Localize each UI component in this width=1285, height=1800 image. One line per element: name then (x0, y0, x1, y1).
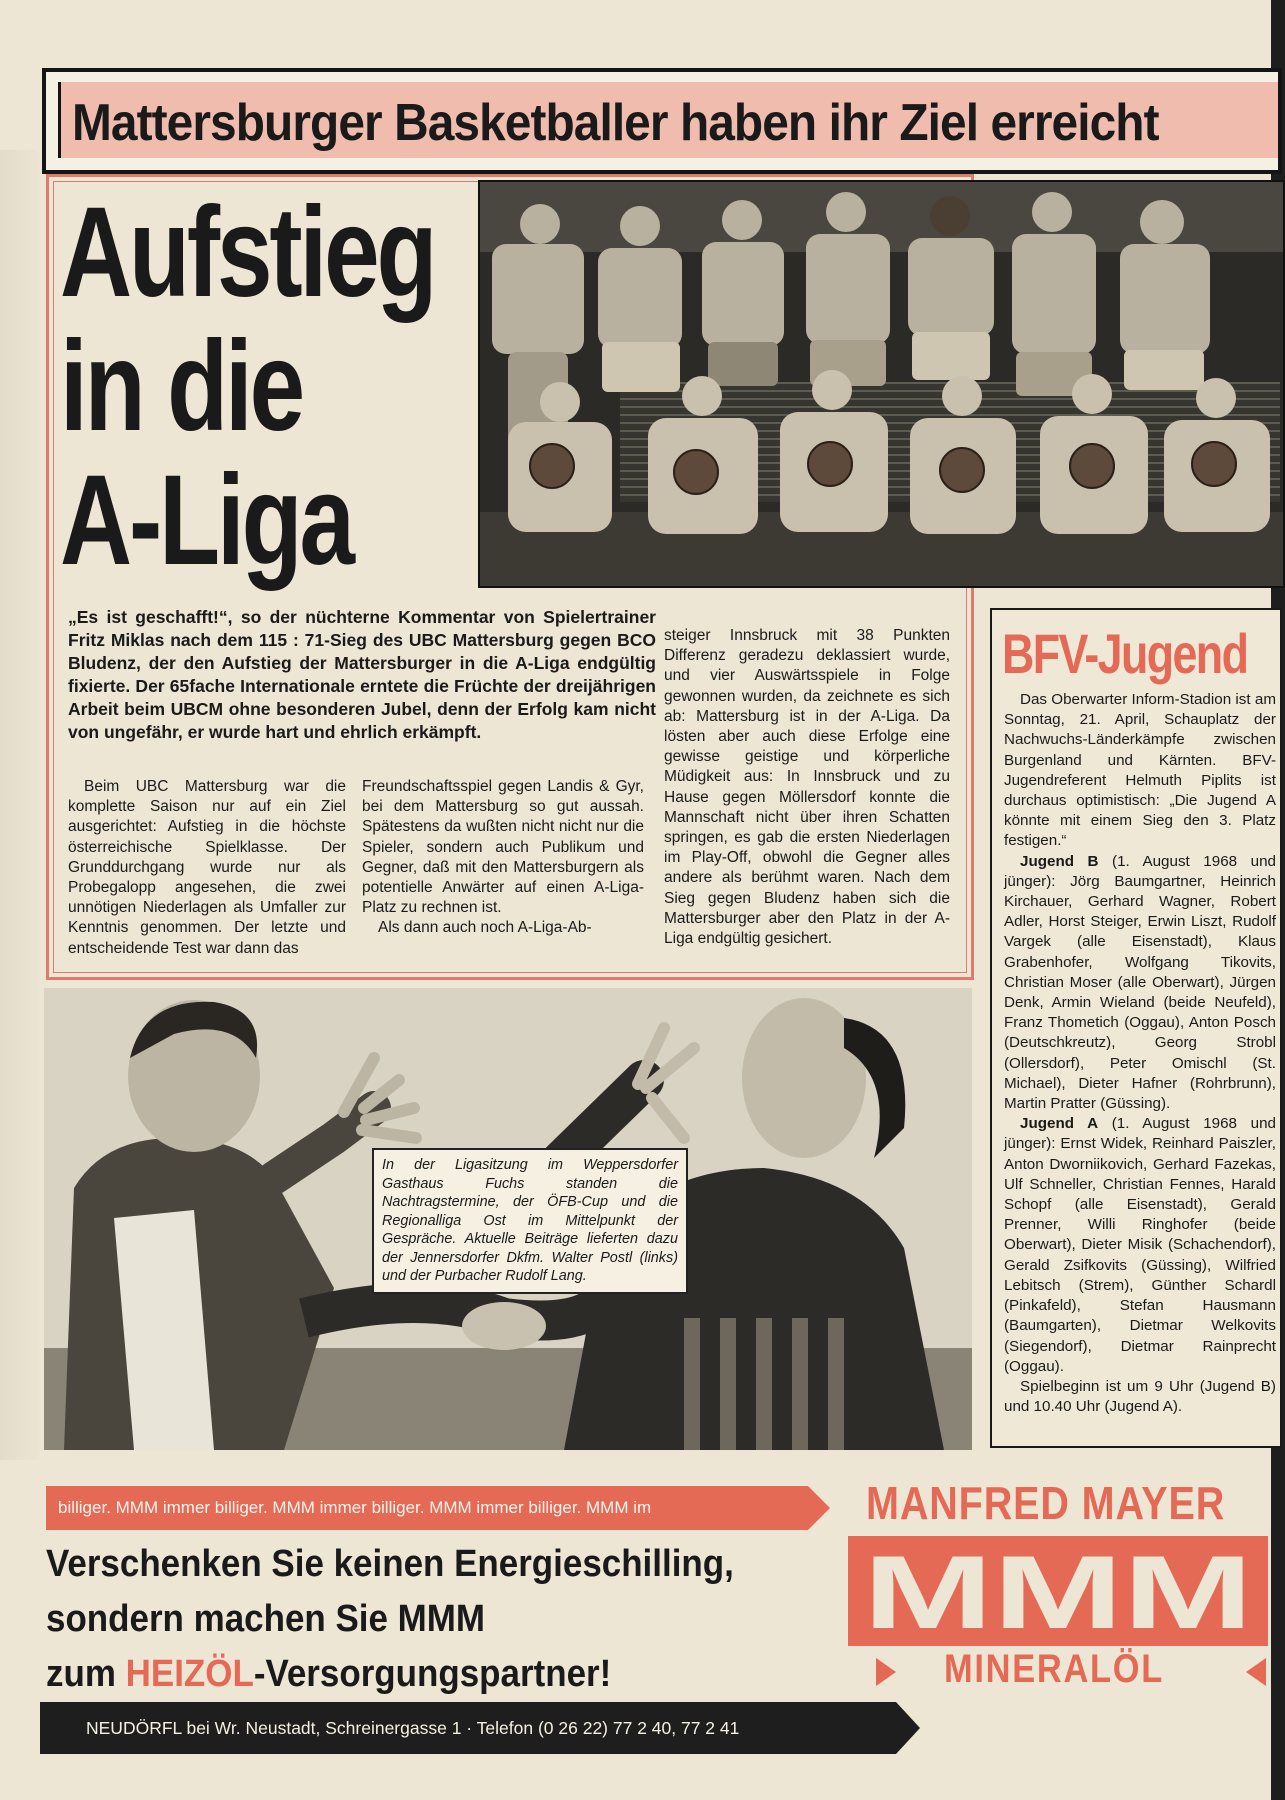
jugend-a-label: Jugend A (1020, 1115, 1099, 1133)
photo-caption: In der Ligasitzung im Weppersdorfer Gasthaus Fuchs standen die Nachtragstermine, der ÖFB-Cup und die Regionalliga Ost im Mittelpunkt der Gespräche. Aktuelle Beiträge lieferten dazu der Jennersdorfer Dkfm. Walter Postl (links) und der Purbacher Rudolf Lang. (372, 1148, 688, 1294)
headline-banner (42, 68, 1282, 174)
lead-paragraph: „Es ist geschafft!“, so der nüchterne Kommentar von Spielertrainer Fritz Miklas nach dem 115 : 71-Sieg des UBC Mattersburg gegen BCO Bludenz, der den Aufstieg der Mattersburger in die A-Liga endgültig fixierte. Der 65fache Internationale erntete die Früchte der dreijährigen Arbeit beim UBCM ohne besonderen Jubel, denn der Erfolg kam nicht von ungefähr, er wurde hart und ehrlich erkämpft. (68, 607, 656, 742)
ad-line-3-highlight: HEIZÖL (125, 1653, 254, 1695)
brand-name: MANFRED MAYER (866, 1477, 1226, 1529)
jugend-a-text: (1. August 1968 und jünger): Ernst Widek, Reinhard Paiszler, Anton Dworniikovich, Gerhard Fazekas, Ulf Schneller, Christian Fennes, Harald Schopf (alle Eisenstadt), Gerald Prenner, Willi Ringhofer (beide Oberwart), Dieter Misik (Schachendorf), Gerald Zsifkovits (Güssing), Wilfried Lebitsch (Strem), Günther Schardl (Pinkafeld), Stefan Hausmann (Baumgarten), Dietmar Welkovits (Siegendorf), Dietmar Rainprecht (Oggau). (1004, 1115, 1276, 1375)
column-2-continuation: Als dann auch noch A-Liga-Ab- (378, 919, 592, 937)
brand-logo-text: MMM (863, 1536, 1253, 1646)
jugend-b-text: (1. August 1968 und jünger): Jörg Baumgartner, Heinrich Kirchauer, Gerhard Wagner, Robert Adler, Horst Steiger, Erwin Liszt, Rudolf Vargek (alle Eisenstadt), Klaus Grabenhofer, Wolfgang Tikovits, Christian Moser (alle Oberwart), Jürgen Denk, Armin Wieland (beide Neufeld), Franz Thometich (Oggau), Anton Posch (Deutschkreutz), Georg Strobl (Ollersdorf), Peter Omischl (St. Michael), Dieter Hafner (Rohrbrunn), Martin Pratter (Güssing). (1004, 852, 1276, 1113)
ad-line-3-post: -Versorgungspartner! (253, 1653, 612, 1695)
article-column-1 (68, 777, 346, 959)
brand-logo-mmm (848, 1536, 1268, 1646)
ad-line-3-pre: zum (46, 1653, 126, 1695)
ad-line-1: Verschenken Sie keinen Energieschilling, (46, 1543, 734, 1585)
article-column-2 (362, 777, 644, 939)
bfv-title: BFV-Jugend (1002, 622, 1248, 685)
column-1-text: Beim UBC Mattersburg war die komplette Saison nur auf ein Ziel ausgerichtet: Aufstieg in die höchste österreichische Spielklasse. Der Grunddurchgang wurde nur als Probegalopp angesehen, die zwei unnötigen Niederlagen als Umfaller zur Kenntnis genommen. Der letzte und entscheidende Test war dann das (68, 778, 346, 957)
ad-ribbon-text: billiger. MMM immer billiger. MMM immer billiger. MMM immer billiger. MMM im (58, 1498, 652, 1517)
title-line-1: Aufstieg (60, 181, 435, 324)
adjacent-page-bleed (0, 150, 38, 1460)
bfv-body (1004, 690, 1276, 1417)
article-title (60, 181, 435, 592)
bfv-kickoff: Spielbeginn ist um 9 Uhr (Jugend B) und 10.40 Uhr (Jugend A). (1004, 1377, 1276, 1416)
team-photo-image (480, 182, 1285, 588)
team-photo (478, 180, 1285, 588)
headline: Mattersburger Basketballer haben ihr Ziel erreicht (72, 94, 1159, 152)
ad-line-3 (46, 1652, 611, 1696)
bfv-sidebar (990, 608, 1282, 1448)
arrow-left-icon (1246, 1658, 1266, 1686)
title-line-3: A-Liga (60, 449, 352, 592)
title-line-2: in die (60, 315, 302, 458)
address-text: NEUDÖRFL bei Wr. Neustadt, Schreinergasse 1 · Telefon (0 26 22) 77 2 40, 77 2 41 (86, 1718, 740, 1738)
article-column-3: steiger Innsbruck mit 38 Punkten Differenz geradezu deklassiert wurde, und vier Auswärtsspiele in Folge gewonnen wurden, da zeichnete es sich ab: Mattersburg ist in der A-Liga. Da lösten aber auch diese Erfolge eine gewisse geistige und körperliche Müdigkeit aus: In Innsbruck und zu Hause gegen Möllersdorf konnte die Mannschaft nicht über ihren Schatten springen, es gab die ersten Niederlagen im Play-Off, obwohl die Gegner alles andere als berühmt waren. Nach dem Sieg gegen Bludenz haben sich die Mattersburger aber den Platz in der A-Liga endgültig gesichert. (664, 627, 950, 948)
arrow-right-icon (876, 1658, 896, 1686)
ad-line-2: sondern machen Sie MMM (46, 1598, 486, 1640)
jugend-b-label: Jugend B (1020, 852, 1099, 870)
bfv-intro: Das Oberwarter Inform-Stadion ist am Sonntag, 21. April, Schauplatz der Nachwuchs-Länderkämpfe zwischen Burgenland und Kärnten. BFV-Jugendreferent Helmuth Piplits ist durchaus optimistisch: „Die Jugend A könnte mit einem Sieg den 3. Platz festigen.“ (1004, 691, 1276, 850)
bfv-jugend-a (1004, 1114, 1276, 1377)
brand-subtitle: MINERALÖL (944, 1647, 1164, 1691)
column-2-text: Freundschaftsspiel gegen Landis & Gyr, bei dem Mattersburg so gut aussah. Spätestens da wußten nicht nicht nur die Spieler, sondern auch Publikum und Gegner, daß mit den Mattersburgern als potentielle Anwärter auf einen A-Liga-Platz zu rechnen ist. (362, 778, 644, 917)
bfv-jugend-b (1004, 852, 1276, 1115)
